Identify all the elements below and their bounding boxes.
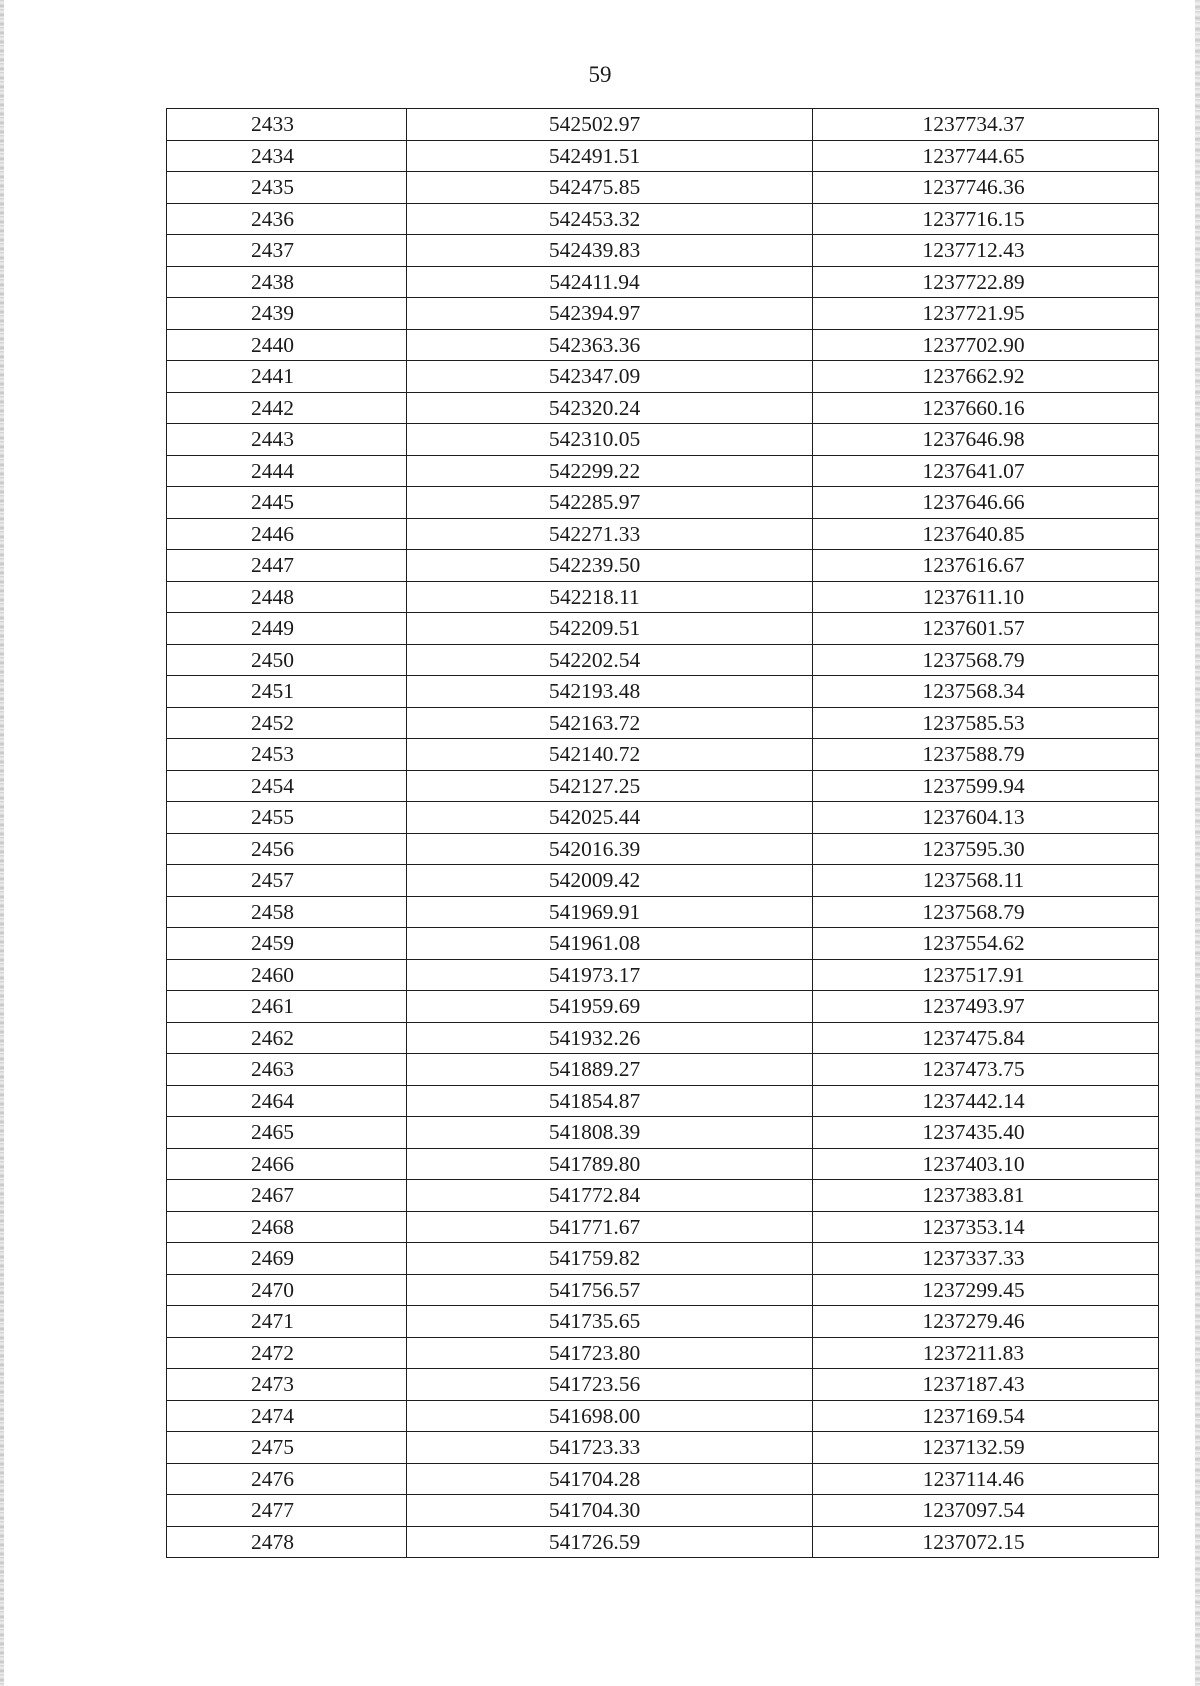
table-row <box>167 487 1159 519</box>
x-coordinate-cell: 541789.80 <box>407 1148 813 1180</box>
point-number-cell: 2442 <box>167 392 407 424</box>
y-coordinate-cell: 1237353.14 <box>813 1211 1159 1243</box>
x-coordinate-cell: 542239.50 <box>407 550 813 582</box>
y-coordinate-cell: 1237599.94 <box>813 770 1159 802</box>
y-coordinate-cell: 1237585.53 <box>813 707 1159 739</box>
page-number: 59 <box>588 62 612 87</box>
y-coordinate-cell: 1237744.65 <box>813 140 1159 172</box>
x-coordinate-cell: 541726.59 <box>407 1526 813 1558</box>
x-coordinate-cell: 541772.84 <box>407 1180 813 1212</box>
x-coordinate-cell: 541771.67 <box>407 1211 813 1243</box>
y-coordinate-cell: 1237299.45 <box>813 1274 1159 1306</box>
x-coordinate-cell: 542347.09 <box>407 361 813 393</box>
x-coordinate-cell: 542411.94 <box>407 266 813 298</box>
point-number-cell: 2465 <box>167 1117 407 1149</box>
x-coordinate-cell: 542310.05 <box>407 424 813 456</box>
y-coordinate-cell: 1237279.46 <box>813 1306 1159 1338</box>
x-coordinate-cell: 542475.85 <box>407 172 813 204</box>
table-row <box>167 424 1159 456</box>
point-number-cell: 2457 <box>167 865 407 897</box>
y-coordinate-cell: 1237721.95 <box>813 298 1159 330</box>
y-coordinate-cell: 1237169.54 <box>813 1400 1159 1432</box>
table-row <box>167 550 1159 582</box>
table-row <box>167 833 1159 865</box>
table-row <box>167 896 1159 928</box>
y-coordinate-cell: 1237568.79 <box>813 644 1159 676</box>
table-row <box>167 865 1159 897</box>
point-number-cell: 2462 <box>167 1022 407 1054</box>
point-number-cell: 2433 <box>167 109 407 141</box>
x-coordinate-cell: 541854.87 <box>407 1085 813 1117</box>
point-number-cell: 2460 <box>167 959 407 991</box>
x-coordinate-cell: 542502.97 <box>407 109 813 141</box>
table-row <box>167 802 1159 834</box>
point-number-cell: 2466 <box>167 1148 407 1180</box>
y-coordinate-cell: 1237475.84 <box>813 1022 1159 1054</box>
table-row <box>167 1369 1159 1401</box>
table-row <box>167 707 1159 739</box>
x-coordinate-cell: 541969.91 <box>407 896 813 928</box>
x-coordinate-cell: 542025.44 <box>407 802 813 834</box>
scan-edge-left <box>0 0 4 1686</box>
point-number-cell: 2447 <box>167 550 407 582</box>
y-coordinate-cell: 1237604.13 <box>813 802 1159 834</box>
point-number-cell: 2439 <box>167 298 407 330</box>
y-coordinate-cell: 1237646.66 <box>813 487 1159 519</box>
point-number-cell: 2463 <box>167 1054 407 1086</box>
table-row <box>167 1526 1159 1558</box>
table-row <box>167 1022 1159 1054</box>
x-coordinate-cell: 542453.32 <box>407 203 813 235</box>
table-row <box>167 1274 1159 1306</box>
y-coordinate-cell: 1237746.36 <box>813 172 1159 204</box>
x-coordinate-cell: 541704.30 <box>407 1495 813 1527</box>
x-coordinate-cell: 542127.25 <box>407 770 813 802</box>
x-coordinate-cell: 541759.82 <box>407 1243 813 1275</box>
point-number-cell: 2454 <box>167 770 407 802</box>
table-row <box>167 1148 1159 1180</box>
table-row <box>167 739 1159 771</box>
table-row <box>167 298 1159 330</box>
point-number-cell: 2449 <box>167 613 407 645</box>
point-number-cell: 2473 <box>167 1369 407 1401</box>
x-coordinate-cell: 542299.22 <box>407 455 813 487</box>
table-row <box>167 1211 1159 1243</box>
point-number-cell: 2470 <box>167 1274 407 1306</box>
x-coordinate-cell: 541889.27 <box>407 1054 813 1086</box>
point-number-cell: 2452 <box>167 707 407 739</box>
point-number-cell: 2444 <box>167 455 407 487</box>
point-number-cell: 2446 <box>167 518 407 550</box>
point-number-cell: 2456 <box>167 833 407 865</box>
table-row <box>167 361 1159 393</box>
table-row <box>167 613 1159 645</box>
y-coordinate-cell: 1237114.46 <box>813 1463 1159 1495</box>
x-coordinate-cell: 542439.83 <box>407 235 813 267</box>
x-coordinate-cell: 541808.39 <box>407 1117 813 1149</box>
table-row <box>167 518 1159 550</box>
point-number-cell: 2434 <box>167 140 407 172</box>
table-row <box>167 581 1159 613</box>
y-coordinate-cell: 1237097.54 <box>813 1495 1159 1527</box>
table-row <box>167 455 1159 487</box>
point-number-cell: 2477 <box>167 1495 407 1527</box>
table-row <box>167 203 1159 235</box>
table-row <box>167 1054 1159 1086</box>
scan-edge-right <box>1195 0 1200 1686</box>
table-row <box>167 1337 1159 1369</box>
point-number-cell: 2443 <box>167 424 407 456</box>
y-coordinate-cell: 1237640.85 <box>813 518 1159 550</box>
y-coordinate-cell: 1237211.83 <box>813 1337 1159 1369</box>
x-coordinate-cell: 541698.00 <box>407 1400 813 1432</box>
y-coordinate-cell: 1237702.90 <box>813 329 1159 361</box>
y-coordinate-cell: 1237641.07 <box>813 455 1159 487</box>
point-number-cell: 2436 <box>167 203 407 235</box>
x-coordinate-cell: 542218.11 <box>407 581 813 613</box>
point-number-cell: 2448 <box>167 581 407 613</box>
y-coordinate-cell: 1237568.11 <box>813 865 1159 897</box>
table-row <box>167 770 1159 802</box>
point-number-cell: 2455 <box>167 802 407 834</box>
x-coordinate-cell: 542363.36 <box>407 329 813 361</box>
x-coordinate-cell: 542491.51 <box>407 140 813 172</box>
y-coordinate-cell: 1237493.97 <box>813 991 1159 1023</box>
y-coordinate-cell: 1237337.33 <box>813 1243 1159 1275</box>
point-number-cell: 2476 <box>167 1463 407 1495</box>
x-coordinate-cell: 542285.97 <box>407 487 813 519</box>
x-coordinate-cell: 541723.33 <box>407 1432 813 1464</box>
table-row <box>167 1432 1159 1464</box>
x-coordinate-cell: 541723.56 <box>407 1369 813 1401</box>
y-coordinate-cell: 1237722.89 <box>813 266 1159 298</box>
x-coordinate-cell: 541961.08 <box>407 928 813 960</box>
point-number-cell: 2450 <box>167 644 407 676</box>
point-number-cell: 2458 <box>167 896 407 928</box>
table-row <box>167 109 1159 141</box>
y-coordinate-cell: 1237646.98 <box>813 424 1159 456</box>
table-row <box>167 676 1159 708</box>
table-row <box>167 1463 1159 1495</box>
y-coordinate-cell: 1237473.75 <box>813 1054 1159 1086</box>
y-coordinate-cell: 1237712.43 <box>813 235 1159 267</box>
y-coordinate-cell: 1237734.37 <box>813 109 1159 141</box>
point-number-cell: 2437 <box>167 235 407 267</box>
y-coordinate-cell: 1237517.91 <box>813 959 1159 991</box>
table-row <box>167 266 1159 298</box>
x-coordinate-cell: 541932.26 <box>407 1022 813 1054</box>
y-coordinate-cell: 1237660.16 <box>813 392 1159 424</box>
x-coordinate-cell: 542209.51 <box>407 613 813 645</box>
table-row <box>167 959 1159 991</box>
coordinates-table <box>166 108 1159 1558</box>
y-coordinate-cell: 1237072.15 <box>813 1526 1159 1558</box>
table-row <box>167 991 1159 1023</box>
table-row <box>167 644 1159 676</box>
y-coordinate-cell: 1237601.57 <box>813 613 1159 645</box>
point-number-cell: 2478 <box>167 1526 407 1558</box>
y-coordinate-cell: 1237568.79 <box>813 896 1159 928</box>
point-number-cell: 2438 <box>167 266 407 298</box>
point-number-cell: 2467 <box>167 1180 407 1212</box>
x-coordinate-cell: 542394.97 <box>407 298 813 330</box>
x-coordinate-cell: 542140.72 <box>407 739 813 771</box>
table-row <box>167 1400 1159 1432</box>
point-number-cell: 2469 <box>167 1243 407 1275</box>
point-number-cell: 2459 <box>167 928 407 960</box>
table-row <box>167 1495 1159 1527</box>
x-coordinate-cell: 542202.54 <box>407 644 813 676</box>
point-number-cell: 2453 <box>167 739 407 771</box>
point-number-cell: 2441 <box>167 361 407 393</box>
y-coordinate-cell: 1237611.10 <box>813 581 1159 613</box>
point-number-cell: 2464 <box>167 1085 407 1117</box>
table-row <box>167 1085 1159 1117</box>
x-coordinate-cell: 542009.42 <box>407 865 813 897</box>
x-coordinate-cell: 541756.57 <box>407 1274 813 1306</box>
y-coordinate-cell: 1237403.10 <box>813 1148 1159 1180</box>
coordinates-table-body <box>167 109 1159 1558</box>
point-number-cell: 2451 <box>167 676 407 708</box>
point-number-cell: 2445 <box>167 487 407 519</box>
y-coordinate-cell: 1237187.43 <box>813 1369 1159 1401</box>
y-coordinate-cell: 1237662.92 <box>813 361 1159 393</box>
y-coordinate-cell: 1237132.59 <box>813 1432 1159 1464</box>
x-coordinate-cell: 542320.24 <box>407 392 813 424</box>
y-coordinate-cell: 1237554.62 <box>813 928 1159 960</box>
x-coordinate-cell: 542163.72 <box>407 707 813 739</box>
y-coordinate-cell: 1237568.34 <box>813 676 1159 708</box>
table-row <box>167 392 1159 424</box>
y-coordinate-cell: 1237435.40 <box>813 1117 1159 1149</box>
x-coordinate-cell: 542016.39 <box>407 833 813 865</box>
table-row <box>167 1180 1159 1212</box>
x-coordinate-cell: 541704.28 <box>407 1463 813 1495</box>
x-coordinate-cell: 541959.69 <box>407 991 813 1023</box>
y-coordinate-cell: 1237383.81 <box>813 1180 1159 1212</box>
table-row <box>167 329 1159 361</box>
point-number-cell: 2474 <box>167 1400 407 1432</box>
x-coordinate-cell: 542271.33 <box>407 518 813 550</box>
y-coordinate-cell: 1237588.79 <box>813 739 1159 771</box>
y-coordinate-cell: 1237442.14 <box>813 1085 1159 1117</box>
table-row <box>167 1306 1159 1338</box>
table-row <box>167 140 1159 172</box>
x-coordinate-cell: 541973.17 <box>407 959 813 991</box>
point-number-cell: 2471 <box>167 1306 407 1338</box>
table-row <box>167 172 1159 204</box>
point-number-cell: 2468 <box>167 1211 407 1243</box>
y-coordinate-cell: 1237595.30 <box>813 833 1159 865</box>
point-number-cell: 2461 <box>167 991 407 1023</box>
point-number-cell: 2472 <box>167 1337 407 1369</box>
x-coordinate-cell: 541723.80 <box>407 1337 813 1369</box>
y-coordinate-cell: 1237616.67 <box>813 550 1159 582</box>
table-row <box>167 928 1159 960</box>
point-number-cell: 2440 <box>167 329 407 361</box>
point-number-cell: 2475 <box>167 1432 407 1464</box>
y-coordinate-cell: 1237716.15 <box>813 203 1159 235</box>
table-row <box>167 1117 1159 1149</box>
x-coordinate-cell: 542193.48 <box>407 676 813 708</box>
table-row <box>167 235 1159 267</box>
table-row <box>167 1243 1159 1275</box>
x-coordinate-cell: 541735.65 <box>407 1306 813 1338</box>
point-number-cell: 2435 <box>167 172 407 204</box>
